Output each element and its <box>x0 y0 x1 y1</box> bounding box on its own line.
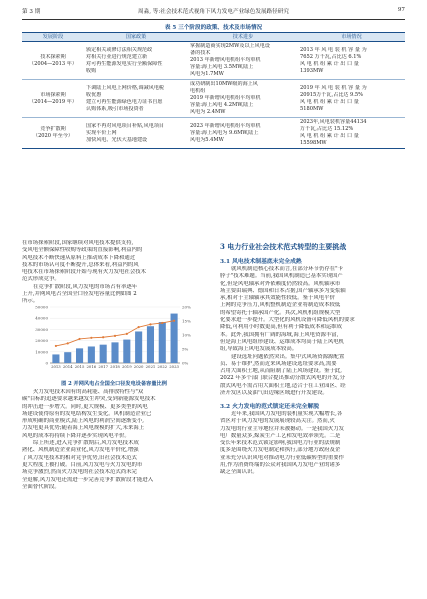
cell-line: 15598MW <box>300 140 327 146</box>
right-paragraph-2 <box>220 411 406 477</box>
cell-line: 万千瓦,占比达 15.12% <box>300 126 354 132</box>
x-tick-label: 2014 <box>62 364 73 369</box>
cell-line: 20915万千瓦,占比达 9.5% <box>300 91 363 98</box>
text-line: 力发电更具优势;随着海上风电规模的扩大,未来海上 <box>22 425 145 432</box>
col-header: 国家政策 <box>84 33 188 42</box>
y-tick-label-right: 15% <box>182 318 191 324</box>
bar <box>135 331 142 363</box>
text-line: 上网的竞争压力,风机整机制造企业将制造成本较低 <box>220 302 341 309</box>
bar <box>111 342 118 363</box>
cell-line: 对可再生能源发电实行全额保障性 <box>86 60 163 67</box>
col-header: 发展阶段 <box>22 33 84 42</box>
text-line: 风电的成本将持续下降并逐步实现风电平价。 <box>22 432 130 439</box>
cell-line: 风电为1.7MW <box>190 71 224 77</box>
x-tick-label: 2021 <box>145 364 156 369</box>
text-line: 更大程度上被打破。目前,风力发电与火力发电的市 <box>22 461 143 468</box>
line-point <box>102 336 104 338</box>
running-title: 周淼, 等:社会技术范式视角下风力发电产业绿色发展路径研究 <box>138 9 289 15</box>
policy-table <box>22 32 405 149</box>
cell-line: 实现平价上网 <box>86 129 117 136</box>
cell-line: 风电为 2.4MW <box>190 109 226 115</box>
table-cell-market <box>298 118 405 149</box>
y-tick-label-left: 50000 <box>35 304 48 310</box>
table-cell-policy <box>84 118 188 149</box>
cell-line: （2014—2019 年） <box>29 98 77 105</box>
line-point <box>173 320 175 322</box>
cell-line: （2020 年至今） <box>32 133 74 139</box>
section-heading-3: 3 电力行业社会技术范式转型的主要挑战 <box>220 242 347 251</box>
text-line: 本。此外,我国拥有广阔的海域,海上风电资源丰富, <box>220 331 339 338</box>
table-caption: 表 5 三个阶段的政策、技术及市场情况 <box>164 25 263 31</box>
line-point <box>149 323 151 325</box>
subsection-heading-3-2: 3.2 火力发电的范式锁定还未完全解脱 <box>220 404 320 410</box>
text-line: 技术的市场认可度不断提升,总体来看,利益内的风 <box>22 261 139 268</box>
y-tick-label-right: 5% <box>182 346 189 352</box>
text-line: 建设选址问题依然突出。集中式风场资源源配置 <box>231 353 345 360</box>
cell-line: 颁定相关或修订法相关规范政 <box>86 46 153 53</box>
bar <box>147 326 154 363</box>
text-line: 火力发电技术因有的高耗能、高排放特性与"双 <box>33 389 144 395</box>
table-cell-market <box>298 80 405 118</box>
text-line: 电技术在市场探索阶段开始与现有火力发电社会技术 <box>22 269 146 276</box>
page-number: 97 <box>397 7 405 13</box>
text-line: 散式风电不需占用大面积土地,适合于在工业园区、经 <box>220 382 346 389</box>
text-line: 占用大面积土地,从而阻制了陆上风场建设。鉴于此, <box>220 368 343 375</box>
cell-line: 2019 年新增风电机组平均单机 <box>190 95 261 101</box>
text-line: 业未充分认识风电对推动电力行业低碳转型的重要作 <box>220 454 344 461</box>
cell-line: 2019 年 风 电 装 机 容 量 为 <box>300 84 367 91</box>
bar <box>88 346 95 363</box>
cell-line: 风电为5.4MW <box>190 136 224 143</box>
cell-line: 收优惠 <box>86 91 102 98</box>
text-line: 在竞争扩散阶段,风力发电的市场占有率逐年 <box>33 283 138 290</box>
text-line: 场建设使得原有的发电结构发生变化。风机制造企业已 <box>22 410 152 417</box>
cell-line: 收购 <box>86 67 97 74</box>
series-line <box>56 321 174 346</box>
text-line: 2022 年多个部门联合提出推动分散式风电的开发,分 <box>220 375 345 382</box>
x-tick-label: 2019 <box>121 364 132 369</box>
x-tick-label: 2022 <box>157 364 168 369</box>
right-paragraph-1 <box>220 266 406 397</box>
cell-line: 技术探索期 <box>40 53 66 60</box>
table-header-row <box>22 33 405 42</box>
line-point <box>67 342 69 344</box>
cell-line: 7652 万千瓦,占比达 6.1% <box>300 53 362 60</box>
x-tick-label: 2015 <box>74 364 85 369</box>
text-line: 在市场探索阶段,国家继续对风电技术提供支持, <box>22 240 134 246</box>
text-line: 济开发区以及油气田边缘区域进行开发建设。 <box>220 390 328 397</box>
cell-line: 加快风电、光伏大基地建设 <box>86 136 148 143</box>
y-tick-label-left: 30000 <box>35 326 48 332</box>
table-row <box>22 118 405 149</box>
table-cell-stage <box>22 118 84 149</box>
text-line: 受风电全额保障性收购等政策的直接影响,利益内的 <box>22 247 143 254</box>
cell-line: 成功研制出10MW级的海上风 <box>190 81 258 87</box>
text-line: 但是海上风电组形建设、运维成本均高于陆上风电机 <box>220 338 344 345</box>
text-line: 缺乏全面认识。 <box>220 469 258 476</box>
table-cell-stage <box>22 42 84 80</box>
cell-line: 5180MW <box>300 105 324 112</box>
cell-line: 市场探索期 <box>40 91 66 98</box>
text-line: 综上所述,进入竞争扩散期后,风力发电技术成 <box>33 440 139 447</box>
y-tick-label-left: 10000 <box>35 349 48 355</box>
x-tick-label: 2017 <box>98 364 109 369</box>
bar <box>100 345 107 363</box>
text-line: 化,但是风电轴承对外依赖度仍然较高。风机轴承市 <box>220 280 341 287</box>
table-row <box>22 80 405 118</box>
y-tick-label-left: 0 <box>45 360 48 366</box>
cell-line: 2023年,风电装机容量44134 <box>300 119 367 125</box>
issue-number: 第 3 期 <box>22 9 41 15</box>
line-point <box>90 337 92 339</box>
x-tick-label: 2016 <box>86 364 97 369</box>
cell-line: 1393MW <box>300 67 324 74</box>
cell-line: 备的技术 <box>190 50 211 56</box>
text-line: 场主要由瑞典、德国和日本占据,国产轴承多为变浆轴 <box>220 287 346 294</box>
text-line: 力发电的行业主导地位并未被撼动。一是我国火力发 <box>220 425 344 432</box>
text-line: 近年来,我国风力发电的装机量实现大幅增长,各 <box>231 411 343 417</box>
text-line: 风电技术不断快速从原料上推动成本下降和通过 <box>22 254 136 261</box>
table-cell-policy <box>84 80 188 118</box>
bar <box>159 322 166 363</box>
table-cell-tech <box>188 80 298 118</box>
y-tick-label-left: 40000 <box>35 315 48 321</box>
text-line: 范式形成竞争。 <box>22 276 60 283</box>
x-tick-label: 2023 <box>169 364 179 369</box>
line-point <box>114 335 116 337</box>
cell-line: 容量:海上风电为 9.6MW,陆上 <box>190 129 259 136</box>
table-cell-policy <box>84 42 188 80</box>
cell-line: 建立可再生能源绿色电力证书自愿 <box>86 98 163 105</box>
text-line: 就风机制造核心技术而言,在部分环节仍存在"卡 <box>231 266 344 272</box>
text-line: 全退解,风力发电还需进一步完善竞争扩散阶段才能进入 <box>22 476 154 483</box>
text-line: 降低,可利用小时数更高,但有利于降低成本和运维成 <box>220 324 343 331</box>
text-line: 员、易于维护,然而近来风场建设选址要求高,需要 <box>220 360 337 367</box>
x-tick-label: 2013 <box>51 364 61 369</box>
cell-line: 风 电 机 组 累 计 出 口 量 <box>300 133 359 139</box>
y-tick-label-right: 10% <box>182 332 191 338</box>
cell-line: 2013 年新增风电机组平均单机 <box>190 57 261 63</box>
cell-line: 对相关行业进行规范建立新 <box>86 53 148 60</box>
text-line: 省区对于风力发电的发展展现较高关注。然而,火 <box>220 418 335 425</box>
text-line: 了风力发电技术的相对竞争优势,旧社会技术范式 <box>22 454 137 461</box>
text-line: 电厂数量众多,煤炭生产工艺和发电效率领先。二是 <box>220 432 341 439</box>
text-line: 全面替代阶段。 <box>22 483 60 490</box>
text-line: 承,相对于主轴轴承其效能性较低。鉴于风电平价 <box>220 295 335 302</box>
line-point <box>161 322 163 324</box>
cell-line: 2023 年新增风电机组平均单机 <box>190 122 261 129</box>
line-point <box>126 333 128 335</box>
table-row <box>22 42 405 80</box>
cell-line: 国家不再对风电项目补贴,风电项目 <box>86 122 165 129</box>
cell-line: 掌握制造商实现2MW及以上风电设 <box>190 43 270 49</box>
cell-line: 下调陆上风电上网价格,调减风电税 <box>86 84 165 91</box>
text-line: 度多是围绕火力发电制定和执行,部分地方政府及企 <box>220 447 341 454</box>
line-point <box>138 326 140 328</box>
bar <box>64 352 71 363</box>
x-tick-label: 2018 <box>110 364 120 369</box>
text-line: 化要求进一步提升。大型化的风机设备可降低风机的要求 <box>220 317 355 324</box>
col-header: 技术进步 <box>188 33 298 42</box>
header-rule <box>22 19 405 20</box>
running-header <box>22 7 405 19</box>
bar <box>76 348 83 363</box>
col-header: 市场情况 <box>298 33 405 42</box>
left-paragraph-2 <box>22 389 208 491</box>
subsection-heading-3-1: 3.1 风电技术制基底未完全成熟 <box>220 259 302 265</box>
text-line: 受长年来技术范式锁定影响,我国电力行业的法规制 <box>220 440 341 447</box>
text-line: 组,导致海上风电发展成本较高。 <box>220 346 298 353</box>
text-line: 形成明确的商业模式,陆上风电的利润空间逐渐变小, <box>22 418 145 425</box>
table-cell-tech <box>188 42 298 80</box>
table-cell-tech <box>188 118 298 149</box>
text-line: 脖子"技术难题。当前,我国风机制造已基本实现国产 <box>220 273 343 280</box>
left-paragraph-1 <box>22 240 208 306</box>
line-point <box>55 345 57 347</box>
text-line: 碳"目标的追逐要求越来越发生冲突,受到新能源发电技术 <box>22 396 156 403</box>
text-line: 上升,并网风电占全国全口径发电容量比例如图 2 <box>22 291 137 298</box>
cell-line: 容量:海上风电 3.5MW,陆上 <box>190 64 254 70</box>
x-tick-label: 2020 <box>133 364 144 369</box>
bar <box>52 354 59 363</box>
y-tick-label-right: 20% <box>182 304 191 310</box>
wind-capacity-chart <box>30 301 200 377</box>
cell-line: 风 电 机 组 累 计 出 口 量 <box>300 60 359 67</box>
cell-line: （2004—2013 年） <box>29 60 77 67</box>
cell-line: 容量:海上风电 4.2MW,陆上 <box>190 102 254 108</box>
cell-line: 2013 年 风 电 装 机 容 量 为 <box>300 46 367 53</box>
text-line: 用,作为消费终端的公众对我国风力发电产业的诸多 <box>220 462 341 469</box>
cell-line: 电机组 <box>190 88 206 94</box>
bar <box>123 340 130 363</box>
line-point <box>78 338 80 340</box>
cell-line: 竞争扩散期 <box>40 126 66 132</box>
y-tick-label-left: 20000 <box>35 338 48 344</box>
text-line: 场竞争激烈,然而火力发电的社会技术范式尚未完 <box>22 469 137 476</box>
table-cell-stage <box>22 80 84 118</box>
table-cell-market <box>298 42 405 80</box>
text-line: 的希望寄托于轴承国产化。其次,风机机组规模大型 <box>220 309 341 316</box>
y-tick-label-right: 0% <box>182 360 189 366</box>
text-line: 的冲击进一步增大。同时,更大规模、更多类型的风电 <box>22 403 148 410</box>
cell-line: 认购体系,吸引市场投资者 <box>86 105 144 112</box>
text-line: 所示。 <box>22 298 39 305</box>
cell-line: 风 电 机 组 累 计 出 口 量 <box>300 98 359 105</box>
figure-caption: 图 2 并网风电占全国全口径发电设备容量比例 <box>61 381 167 387</box>
text-line: 熟化、风机制造企业商业化,风力发电平价化,增强 <box>22 447 139 454</box>
